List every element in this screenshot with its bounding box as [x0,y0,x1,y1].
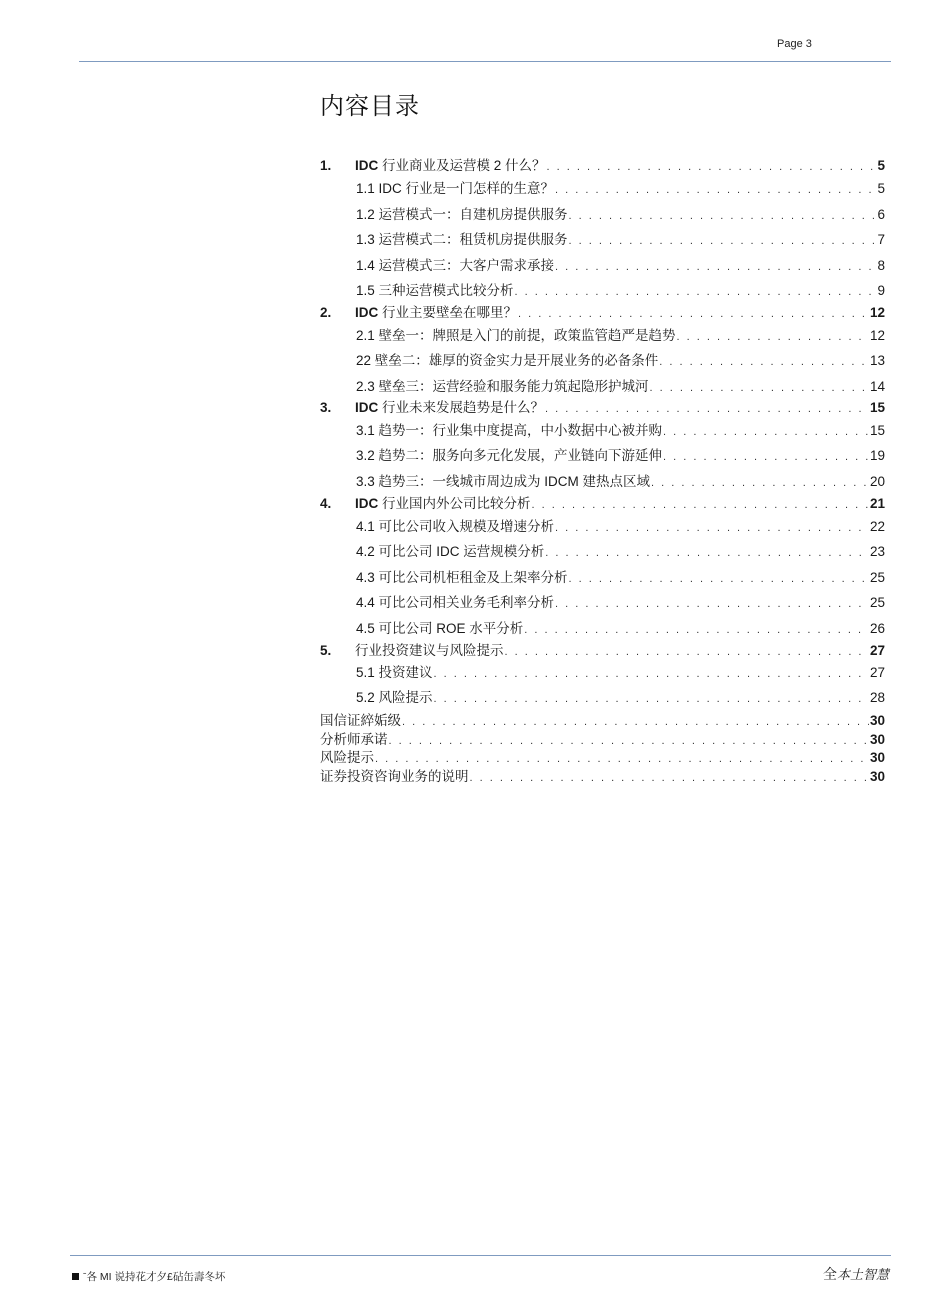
toc-entry-label: 国信证綷姤级 [320,713,401,728]
dot-leader [375,753,869,765]
toc-entry-label: 2.3 壁垒三：运营经验和服务能力筑起隐形护城河 [356,379,649,394]
toc-entry-page: 12 [869,305,885,320]
dot-leader [569,210,877,222]
toc-entry-label: 3.3 趋势三：一线城市周边成为 IDCM 建热点区域 [356,474,651,489]
toc-entry-page: 7 [877,232,885,247]
footer-slogan-italic: 本土智慧 [837,1268,890,1283]
toc-entry-1-2[interactable] [356,203,885,223]
toc-entry-page: 28 [869,690,885,705]
toc-entry-label: 22 壁垒二：雄厚的资金实力是开展业务的必备条件 [356,353,659,368]
toc-entry-page: 9 [877,283,885,298]
toc-entry-label: 4.2 可比公司 IDC 运营规模分析 [356,544,545,559]
toc-entry-label: IDC 行业国内外公司比较分析 [355,496,531,511]
toc-entry-analyst-pledge[interactable] [320,728,885,748]
dot-leader [651,477,869,489]
toc-entry-1-1[interactable] [356,177,885,197]
toc-entry-page: 19 [869,448,885,463]
dot-leader [555,261,876,273]
footer-slogan [823,1264,889,1284]
toc-entry-page: 15 [869,423,885,438]
toc-entry-label: 4.5 可比公司 ROE 水平分析 [356,621,524,636]
dot-leader [470,772,869,784]
dot-leader [505,646,869,658]
page-number: Page 3 [777,38,812,50]
toc-entry-label: 4.3 可比公司机柜租金及上架率分析 [356,570,568,585]
toc-entry-4-1[interactable] [356,515,885,535]
toc-entry-1[interactable] [320,154,885,174]
toc-entry-number: 1. [320,158,332,173]
toc-entry-page: 22 [869,519,885,534]
toc-entry-page: 30 [869,769,885,784]
toc-entry-rating[interactable] [320,709,885,729]
toc-entry-label: 行业投资建议与风险提示 [355,643,504,658]
dot-leader [402,716,869,728]
dot-leader [518,308,869,320]
dot-leader [545,547,869,559]
footer-rule [70,1255,891,1256]
dot-leader [434,668,869,680]
toc-entry-5[interactable] [320,639,885,659]
dot-leader [569,235,877,247]
dot-leader [434,693,869,705]
toc-entry-page: 21 [869,496,885,511]
dot-leader [532,499,869,511]
toc-entry-label: 5.2 风险提示 [356,690,433,705]
toc-entry-label: 3.2 趋势二：服务向多元化发展，产业链向下游延伸 [356,448,663,463]
dot-leader [555,522,869,534]
dot-leader [547,161,877,173]
toc-entry-page: 23 [869,544,885,559]
toc-entry-page: 12 [869,328,885,343]
dot-leader [555,184,876,196]
toc-entry-4-5[interactable] [356,617,885,637]
toc-entry-label: 证券投资咨询业务的说明 [320,769,469,784]
toc-entry-page: 20 [869,474,885,489]
toc-entry-2-3[interactable] [356,375,885,395]
toc-entry-1-4[interactable] [356,254,885,274]
toc-entry-label: IDC 行业商业及运营模 2 什么？ [355,158,546,173]
dot-leader [659,356,869,368]
toc-entry-page: 15 [869,400,885,415]
toc-entry-page: 8 [877,258,885,273]
footer-disclaimer-text: ˉ各 MI 说持花才夕£砧缶壽冬坏 [83,1271,226,1283]
toc-entry-advisory[interactable] [320,765,885,785]
footer-disclaimer [72,1269,225,1284]
toc-entry-page: 30 [869,750,885,765]
toc-entry-3-1[interactable] [356,419,885,439]
toc-entry-label: 4.4 可比公司相关业务毛利率分析 [356,595,555,610]
toc-entry-number: 2. [320,305,332,320]
toc-entry-page: 6 [877,207,885,222]
toc-entry-5-2[interactable] [356,686,885,706]
toc-entry-label: IDC 行业主要壁垒在哪里？ [355,305,518,320]
toc-entry-4-4[interactable] [356,591,885,611]
toc-entry-label: 1.2 运营模式一：自建机房提供服务 [356,207,568,222]
toc-entry-page: 25 [869,570,885,585]
toc-entry-page: 27 [869,665,885,680]
toc-entry-4-3[interactable] [356,566,885,586]
toc-entry-label: 分析师承诺 [320,732,388,747]
toc-entry-page: 30 [869,713,885,728]
toc-entry-label: 1.4 运营模式三：大客户需求承接 [356,258,555,273]
toc-entry-page: 27 [869,643,885,658]
dot-leader [515,286,877,298]
toc-entry-number: 5. [320,643,332,658]
dot-leader [650,382,869,394]
toc-entry-label: 5.1 投资建议 [356,665,433,680]
toc-entry-page: 30 [869,732,885,747]
dot-leader [524,624,869,636]
toc-entry-2-1[interactable] [356,324,885,344]
dot-leader [663,426,869,438]
toc-entry-2-2[interactable] [356,349,885,369]
toc-entry-label: 1.5 三种运营模式比较分析 [356,283,514,298]
toc-entry-3-2[interactable] [356,444,885,464]
dot-leader [569,573,869,585]
toc-entry-label: 2.1 壁垒一：牌照是入门的前提，政策监管趋严是趋势 [356,328,676,343]
dot-leader [545,403,869,415]
toc-entry-page: 26 [869,621,885,636]
dot-leader [663,451,869,463]
toc-entry-risk[interactable] [320,746,885,766]
toc-entry-label: 1.1 IDC 行业是一门怎样的生意？ [356,181,555,196]
dot-leader [677,331,869,343]
toc-entry-label: 1.3 运营模式二：租赁机房提供服务 [356,232,568,247]
toc-entry-4[interactable] [320,492,885,512]
toc-entry-label: 4.1 可比公司收入规模及增速分析 [356,519,555,534]
toc-entry-1-5[interactable] [356,279,885,299]
toc-entry-label: 风险提示 [320,750,374,765]
toc-entry-3-3[interactable] [356,470,885,490]
square-bullet-icon [72,1273,79,1280]
dot-leader [555,598,869,610]
footer-slogan-prefix: 全 [823,1267,837,1283]
toc-entry-label: 3.1 趋势一：行业集中度提高，中小数据中心被并购 [356,423,663,438]
toc-entry-number: 4. [320,496,332,511]
toc-entry-4-2[interactable] [356,540,885,560]
toc-entry-1-3[interactable] [356,228,885,248]
toc-entry-page: 5 [877,181,885,196]
toc-entry-5-1[interactable] [356,661,885,681]
toc-title: 内容目录 [320,93,420,120]
toc-entry-page: 14 [869,379,885,394]
toc-entry-label: IDC 行业未来发展趋势是什么？ [355,400,545,415]
toc-entry-3[interactable] [320,396,885,416]
toc-entry-page: 5 [877,158,885,173]
toc-entry-number: 3. [320,400,332,415]
toc-entry-page: 13 [869,353,885,368]
toc-entry-page: 25 [869,595,885,610]
header-rule [79,61,891,62]
toc-entry-2[interactable] [320,301,885,321]
